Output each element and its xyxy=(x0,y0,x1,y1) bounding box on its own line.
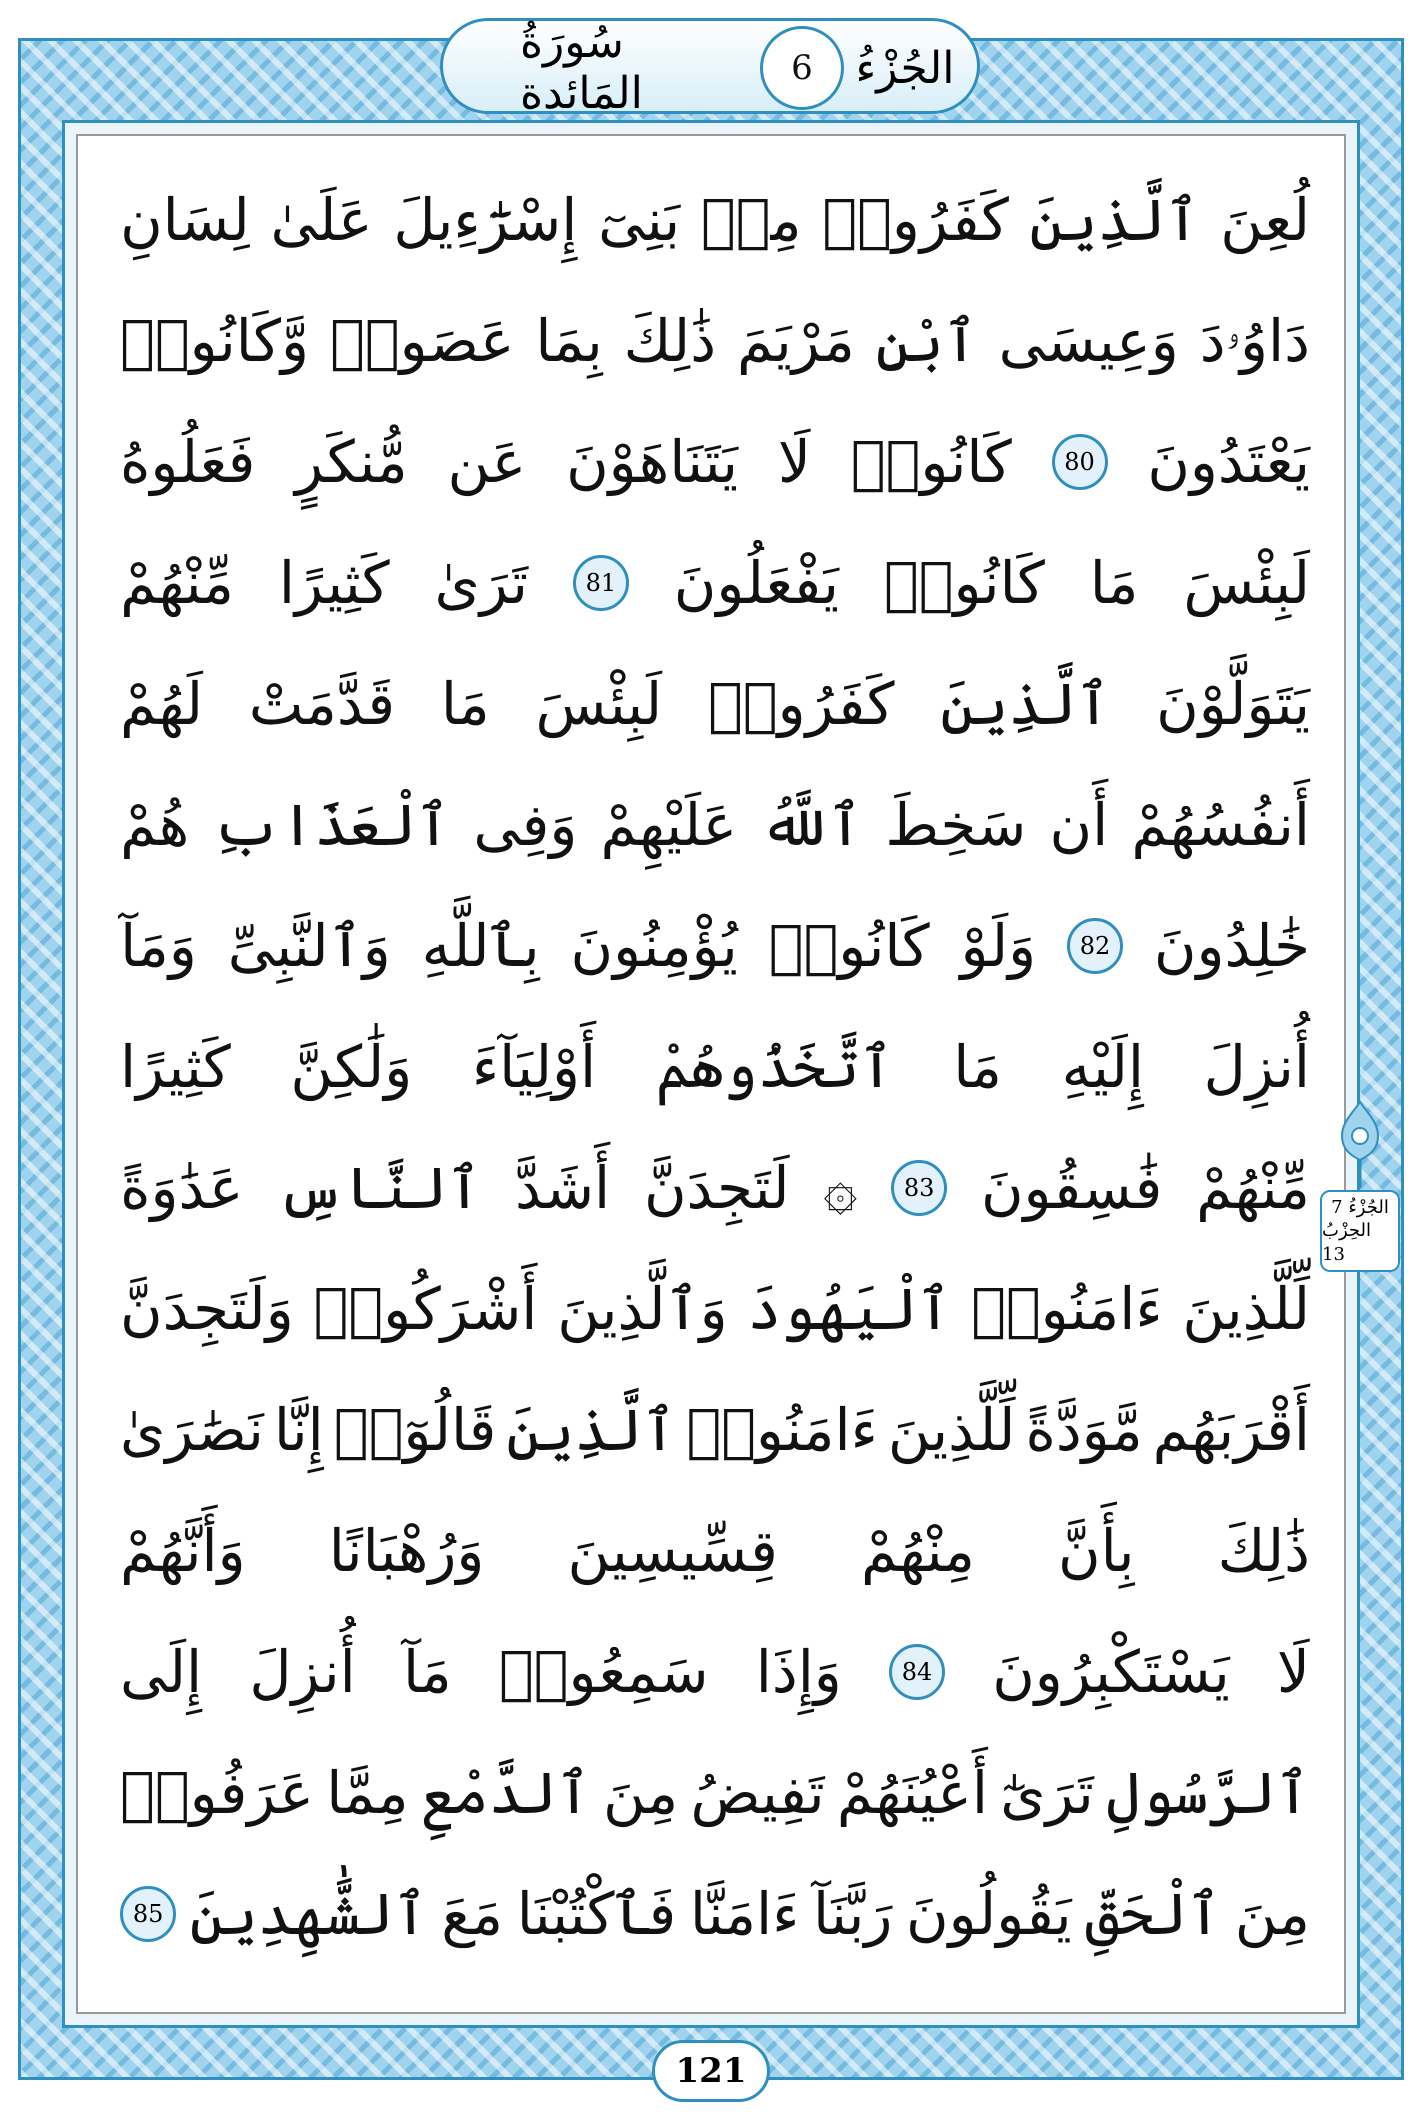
verse-word: وَٱلنَّبِىِّ xyxy=(227,912,391,980)
verse-word: قَالُوٓا۟ xyxy=(333,1396,497,1464)
side-juz xyxy=(1331,1196,1389,1219)
verse-word: لُعِنَ xyxy=(1220,186,1310,254)
verse-word: ءَامَنُوا۟ xyxy=(971,1275,1163,1343)
verse-word: أَنفُسُهُمْ xyxy=(1131,791,1310,859)
verse-word: لِسَانِ xyxy=(120,186,250,254)
juz-label: الجُزْءُ xyxy=(855,42,955,94)
verse-line xyxy=(120,291,1310,391)
verse-word: هُمْ xyxy=(120,791,190,859)
verse-word: وَّكَانُوا۟ xyxy=(120,307,310,375)
verse-word: وَإِذَا xyxy=(755,1638,842,1706)
verse-line xyxy=(120,1380,1310,1480)
verse-word: يَتَنَاهَوْنَ xyxy=(566,428,739,496)
verse-word: كَانُوا۟ xyxy=(850,428,1012,496)
verse-word: مَا xyxy=(953,1033,1002,1101)
verse-word: مِنۢ xyxy=(700,186,802,254)
verse-word: ٱتَّخَذُوهُمْ xyxy=(655,1033,894,1101)
verse-word: مِّنْهُمْ xyxy=(1196,1154,1310,1222)
surah-name: سُورَةُ المَائدة xyxy=(520,17,643,119)
verse-line xyxy=(120,1138,1310,1238)
verse-word: تَفِيضُ xyxy=(690,1759,825,1827)
verse-word: مِنَ xyxy=(603,1759,679,1827)
verse-word: عَلَىٰ xyxy=(270,186,373,254)
verse-word: كَثِيرًا xyxy=(120,1033,231,1101)
verse-lines xyxy=(120,170,1310,1990)
verse-word: يَعْتَدُونَ xyxy=(1147,428,1310,496)
verse-word: كَفَرُوا۟ xyxy=(822,186,1009,254)
verse-word: إِلَى xyxy=(120,1638,203,1706)
verse-number-marker: 85 xyxy=(120,1886,176,1942)
verse-word: فَعَلُوهُ xyxy=(120,428,256,496)
verse-word: لَا xyxy=(777,428,811,496)
verse-word: ٱلنَّاسِ xyxy=(277,1154,482,1222)
verse-word: وَمَآ xyxy=(120,912,197,980)
verse-word: أَشَدَّ xyxy=(515,1154,611,1222)
verse-word: لَتَجِدَنَّ xyxy=(643,1154,790,1222)
verse-word: يَتَوَلَّوْنَ xyxy=(1156,670,1310,738)
verse-line xyxy=(120,1501,1310,1601)
page-number: 121 xyxy=(652,2040,770,2102)
verse-word: وَٱلَّذِينَ xyxy=(557,1275,728,1343)
verse-line xyxy=(120,654,1310,754)
verse-word: مَرْيَمَ xyxy=(736,307,855,375)
verse-word: مَآ xyxy=(402,1638,452,1706)
verse-number-marker: 83 xyxy=(891,1160,947,1216)
verse-word: لَبِئْسَ xyxy=(535,670,663,738)
verse-line xyxy=(120,775,1310,875)
verse-word: عَلَيْهِمْ xyxy=(600,791,738,859)
side-hizb-label: الحِزْبُ xyxy=(1322,1220,1371,1242)
verse-word: أَعْيُنَهُمْ xyxy=(836,1759,988,1827)
verse-word: عَرَفُوا۟ xyxy=(120,1759,314,1827)
verse-word: وَأَنَّهُمْ xyxy=(120,1517,246,1585)
verse-word: رَبَّنَآ xyxy=(813,1880,893,1948)
verse-line xyxy=(120,1864,1310,1964)
verse-word: ٱلَّذِينَ xyxy=(506,1396,677,1464)
verse-word: سَخِطَ xyxy=(885,791,1027,859)
verse-number-marker: 81 xyxy=(573,555,629,611)
verse-word: كَانُوا۟ xyxy=(768,912,930,980)
hizb-box xyxy=(1320,1190,1400,1272)
verse-line xyxy=(120,1743,1310,1843)
verse-word: عَدَٰوَةً xyxy=(120,1154,244,1222)
verse-word: ءَامَنُوا۟ xyxy=(686,1396,878,1464)
verse-word: كَثِيرًا xyxy=(278,549,390,617)
verse-word: بِأَنَّ xyxy=(1058,1517,1135,1585)
verse-word: خَٰلِدُونَ xyxy=(1153,912,1310,980)
side-hizb xyxy=(1322,1219,1398,1266)
verse-word: وَلَوْ xyxy=(960,912,1037,980)
verse-word: ۞ xyxy=(823,1154,858,1222)
verse-word: دَاوُۥدَ xyxy=(1199,306,1310,375)
verse-word: مِمَّا xyxy=(326,1759,409,1827)
verse-word: أُنزِلَ xyxy=(249,1638,356,1706)
verse-word: وَعِيسَى xyxy=(998,307,1179,375)
verse-word: ٱلَّذِينَ xyxy=(940,670,1111,738)
verse-word: إِسْرَٰٓءِيلَ xyxy=(393,186,578,254)
verse-word: مَا xyxy=(1089,549,1139,617)
side-hizb-number: 13 xyxy=(1322,1243,1345,1265)
verse-line xyxy=(120,1259,1310,1359)
verse-line xyxy=(120,533,1310,633)
verse-word: ذَٰلِكَ xyxy=(1217,1517,1310,1585)
verse-number-marker: 82 xyxy=(1067,918,1123,974)
verse-number-marker: 80 xyxy=(1052,434,1108,490)
verse-word: مِّنْهُمْ xyxy=(120,549,234,617)
verse-word: عَن xyxy=(447,428,527,496)
verse-word: أُنزِلَ xyxy=(1203,1033,1310,1101)
verse-word: مَعَ xyxy=(441,1880,504,1948)
verse-word: ٱلْحَقِّ xyxy=(1085,1880,1222,1948)
side-juz-label: الجُزْءُ xyxy=(1348,1196,1389,1218)
verse-line xyxy=(120,896,1310,996)
verse-word: مَا xyxy=(440,670,490,738)
verse-word: نَصَٰرَىٰ xyxy=(120,1396,264,1464)
verse-line xyxy=(120,1622,1310,1722)
verse-word: أَشْرَكُوا۟ xyxy=(313,1275,538,1343)
verse-word: مَّوَدَّةً xyxy=(1025,1396,1143,1464)
verse-word: قِسِّيسِينَ xyxy=(567,1517,778,1585)
verse-word: وَلَتَجِدَنَّ xyxy=(120,1275,294,1343)
verse-word: ءَامَنَّا xyxy=(689,1880,800,1948)
side-juz-number: 7 xyxy=(1331,1196,1343,1218)
verse-word: أَن xyxy=(1049,791,1109,859)
verse-word: ٱلَّذِينَ xyxy=(1029,186,1200,254)
verse-word: كَانُوا۟ xyxy=(883,549,1045,617)
verse-word: وَلَٰكِنَّ xyxy=(290,1033,413,1101)
hizb-side-marker xyxy=(1320,1100,1402,1280)
verse-word: لَبِئْسَ xyxy=(1183,549,1310,617)
verse-word: يُؤْمِنُونَ xyxy=(570,912,738,980)
verse-word: إِلَيْهِ xyxy=(1061,1033,1144,1101)
verse-word: أَوْلِيَآءَ xyxy=(471,1033,597,1101)
verse-word: فَٱكْتُبْنَا xyxy=(516,1880,677,1948)
verse-word: سَمِعُوا۟ xyxy=(498,1638,709,1706)
verse-number-marker: 84 xyxy=(889,1644,945,1700)
verse-line xyxy=(120,170,1310,270)
verse-word: يَسْتَكْبِرُونَ xyxy=(992,1638,1230,1706)
verse-word: ٱبْنِ xyxy=(875,307,978,375)
verse-word: وَرُهْبَانًا xyxy=(328,1517,485,1585)
verse-word: أَقْرَبَهُم xyxy=(1152,1396,1310,1464)
verse-word: بَنِىٓ xyxy=(598,186,681,254)
verse-word: ٱلدَّمْعِ xyxy=(420,1759,591,1827)
flower-ornament-icon xyxy=(1338,1100,1382,1190)
verse-word: مِنَ xyxy=(1234,1880,1310,1948)
verse-word: ٱللَّهُ xyxy=(760,791,863,859)
verse-word: بِمَا xyxy=(535,307,603,375)
verse-word: يَقُولُونَ xyxy=(905,1880,1072,1948)
verse-word: ٱلْعَذَابِ xyxy=(212,791,451,859)
verse-word: لِّلَّذِينَ xyxy=(887,1396,1016,1464)
verse-word: تَرَىٰٓ xyxy=(1000,1759,1094,1827)
verse-word: قَدَّمَتْ xyxy=(248,670,396,738)
verse-word: فَٰسِقُونَ xyxy=(980,1154,1163,1222)
verse-word: ذَٰلِكَ xyxy=(623,307,717,375)
verse-word: بِٱللَّهِ xyxy=(421,912,540,980)
verse-word: ٱلرَّسُولِ xyxy=(1106,1759,1310,1827)
verse-word: مِنْهُمْ xyxy=(861,1517,975,1585)
verse-word: تَرَىٰ xyxy=(434,549,528,617)
verse-word: لَهُمْ xyxy=(120,670,204,738)
verse-word: مُّنكَرٍ xyxy=(295,428,408,496)
verse-word: عَصَوا۟ xyxy=(329,307,515,375)
verse-word: ٱلشَّٰهِدِينَ xyxy=(189,1880,428,1948)
juz-number: 6 xyxy=(760,26,844,110)
verse-line xyxy=(120,412,1310,512)
verse-word: كَفَرُوا۟ xyxy=(707,670,895,738)
verse-word: لِّلَّذِينَ xyxy=(1182,1275,1310,1343)
verse-word: لَا xyxy=(1276,1638,1310,1706)
verse-word: يَفْعَلُونَ xyxy=(673,549,839,617)
verse-word: ٱلْيَهُودَ xyxy=(747,1275,952,1343)
verse-word: إِنَّا xyxy=(273,1396,324,1464)
verse-line xyxy=(120,1017,1310,1117)
verse-word: وَفِى xyxy=(473,791,578,859)
